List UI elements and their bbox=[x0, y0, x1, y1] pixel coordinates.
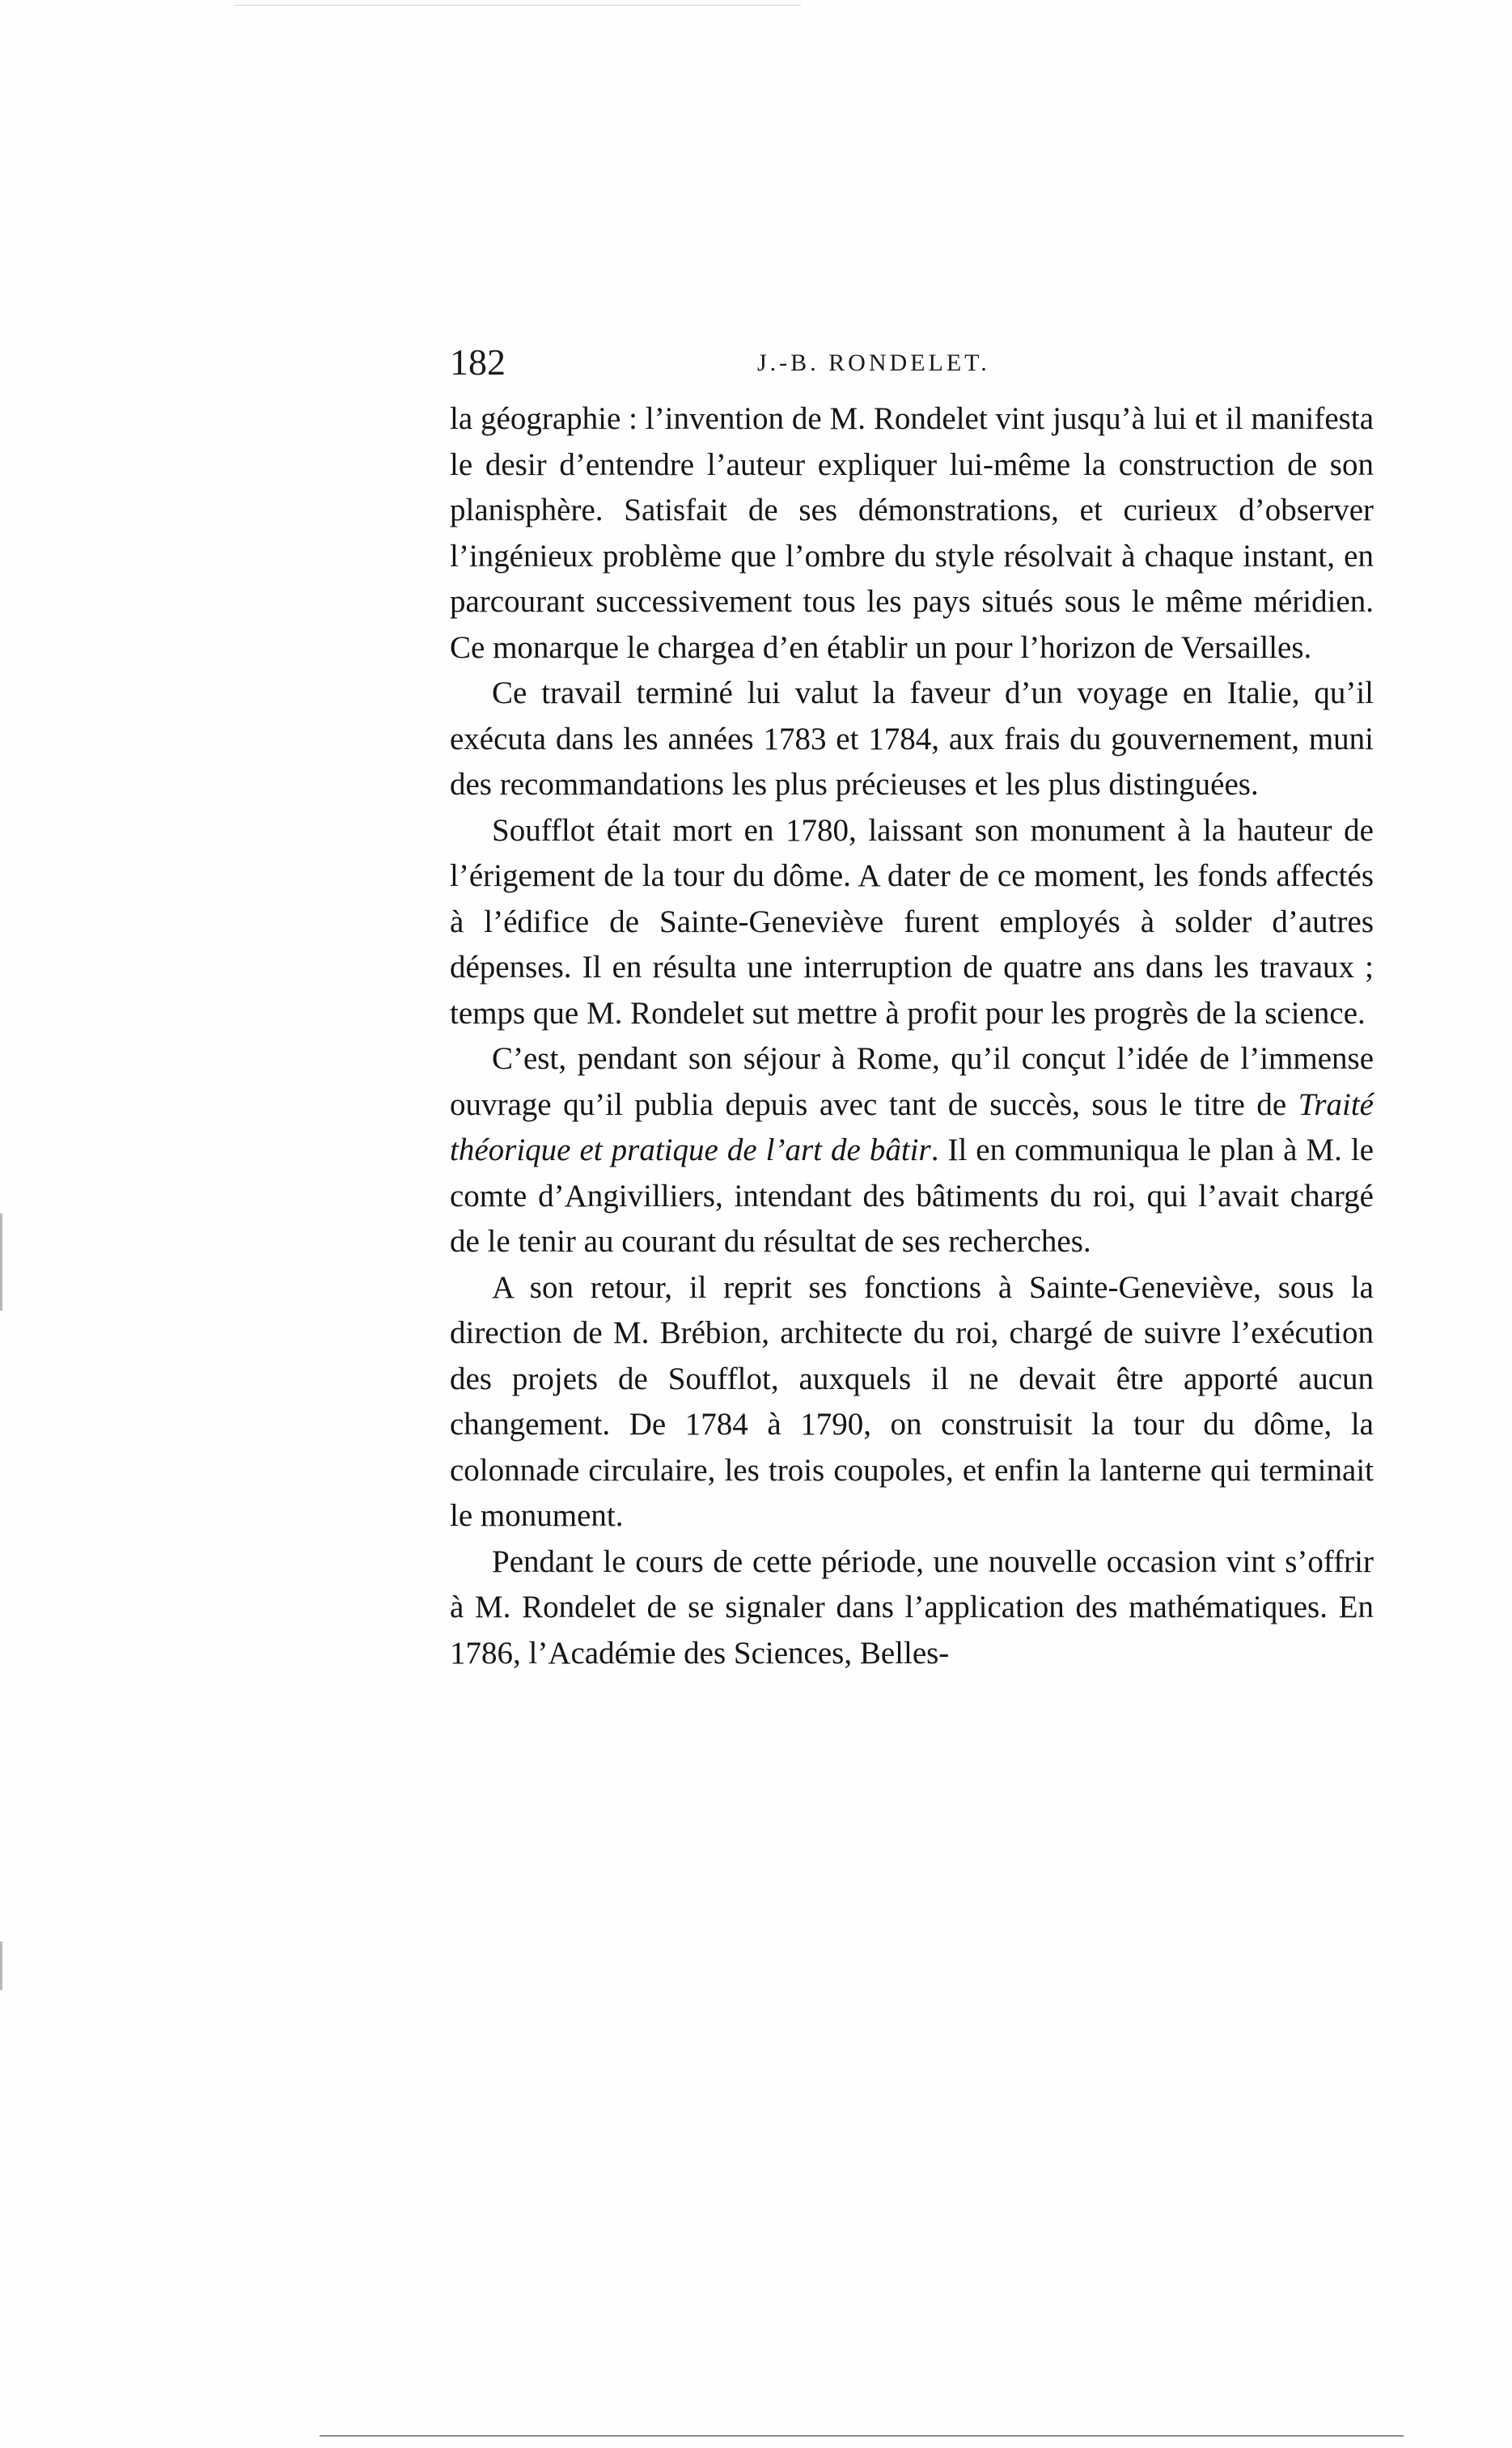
paragraph: Soufflot était mort en 1780, laissant son monument à la hauteur de l’érigement de la tour du dôme. A dater de ce moment, les fonds affectés à l’édifice de Sainte-Geneviève furent employés à solder d’autres dépenses. Il en résulta une interruption de quatre ans dans les travaux ; temps que M. Rondelet sut mettre à profit pour les progrès de la science. bbox=[450, 812, 1374, 1031]
margin-scan-mark bbox=[0, 1213, 2, 1311]
book-title: Traité théorique et pratique de l’art de bâtir bbox=[450, 1086, 1374, 1167]
margin-scan-mark bbox=[0, 1942, 2, 1990]
running-title: J.-B. RONDELET. bbox=[757, 349, 990, 376]
paragraph-text: C’est, pendant son séjour à Rome, qu’il conçut l’idée de l’immense ouvrage qu’il publia depuis avec tant de succès, sous le titre de bbox=[450, 1041, 1374, 1122]
paragraph-text: . Il en communiqua le plan à M. le comte d’Angivilliers, intendant des bâtiments du roi, qui l’avait chargé de le tenir au courant du résultat de ses recherches. bbox=[450, 1133, 1374, 1259]
paragraph: Ce travail terminé lui valut la faveur d’un voyage en Italie, qu’il exécuta dans les années 1783 et 1784, aux frais du gouvernement, muni des recommandations les plus précieuses et les plus distinguées. bbox=[450, 676, 1374, 802]
bottom-edge-rule bbox=[320, 2435, 1404, 2437]
paragraph: A son retour, il reprit ses fonctions à Sainte-Geneviève, sous la direction de M. Brébion, architecte du roi, chargé de suivre l’exécution des projets de Soufflot, auxquels il ne devait être apporté aucun changement. De 1784 à 1790, on construisit la tour du dôme, la colonnade circulaire, les trois coupoles, et enfin la lanterne qui terminait le monument. bbox=[450, 1269, 1374, 1533]
running-head bbox=[450, 338, 1374, 387]
paragraph: la géographie : l’invention de M. Rondelet vint jusqu’à lui et il manifesta le desir d’entendre l’auteur expliquer lui-même la construction de son planisphère. Satisfait de ses démonstrations, et curieux d’observer l’ingénieux problème que l’ombre du style résolvait à chaque instant, en parcourant successivement tous les pays situés sous le même méridien. Ce monarque le chargea d’en établir un pour l’horizon de Versailles. bbox=[450, 401, 1374, 665]
page-number: 182 bbox=[450, 341, 506, 383]
paragraph: Pendant le cours de cette période, une nouvelle occasion vint s’offrir à M. Rondelet de se signaler dans l’application des mathématiques. En 1786, l’Académie des Sciences, Belles- bbox=[450, 1544, 1374, 1671]
body-text bbox=[450, 396, 1374, 1676]
top-edge-rule bbox=[235, 5, 801, 6]
paragraph bbox=[450, 1036, 1374, 1265]
